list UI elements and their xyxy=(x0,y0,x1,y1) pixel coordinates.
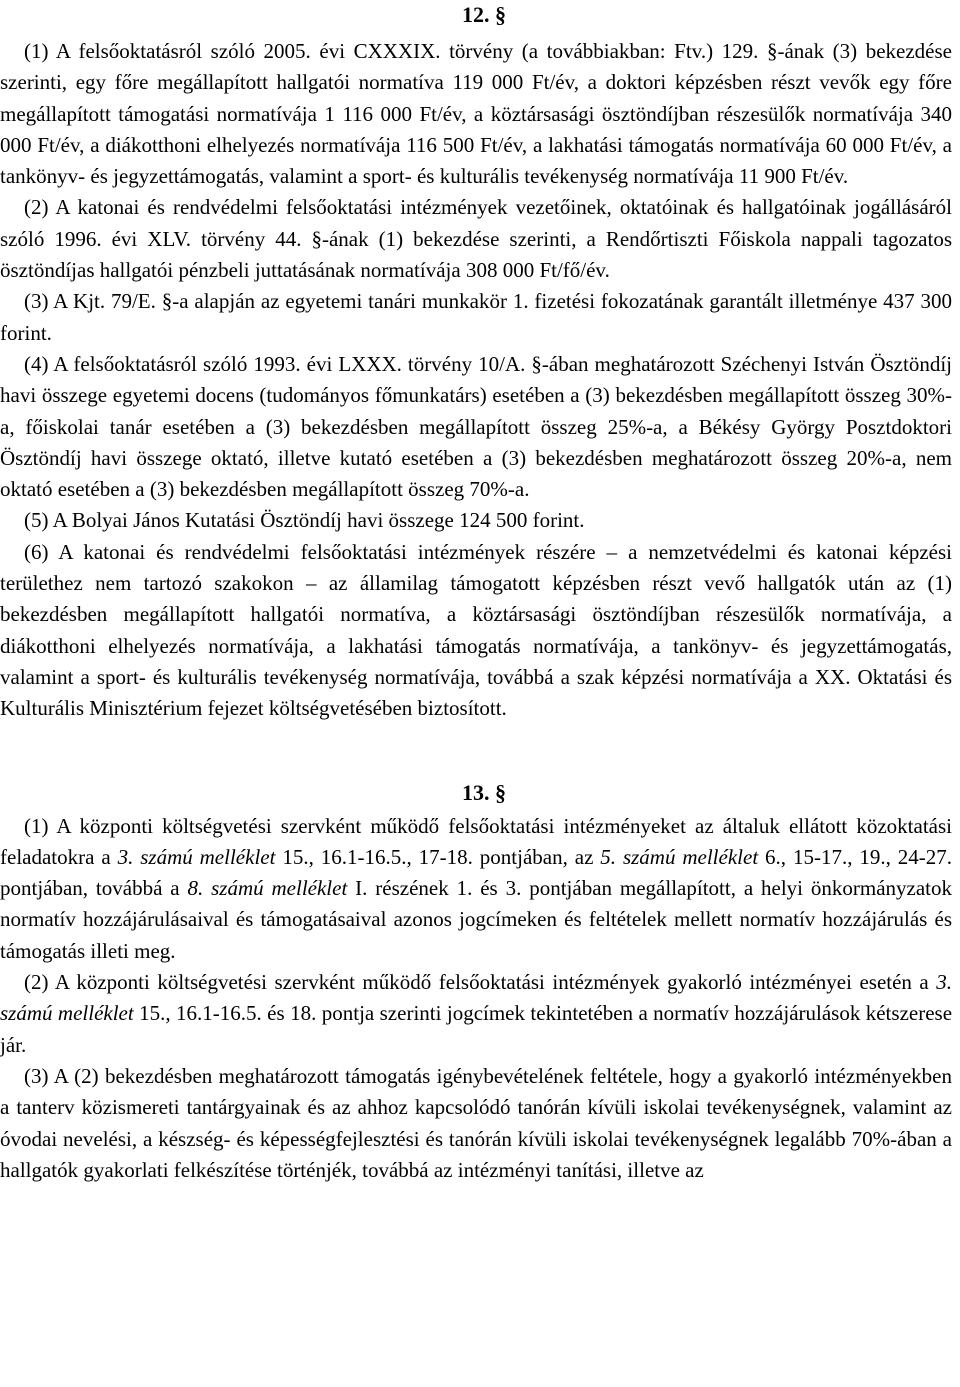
paragraph-13-2 xyxy=(0,967,952,1061)
text-run: (2) A központi költségvetési szervként működő felsőoktatási intézmények gyakorló intézményei esetén a xyxy=(24,970,937,995)
paragraph-12-1: (1) A felsőoktatásról szóló 2005. évi CXXXIX. törvény (a továbbiakban: Ftv.) 129. §-ának (3) bekezdése szerinti, egy főre megállapított hallgatói normatíva 119 000 Ft/év, a doktori képzésben részt vevők egy főre megállapított támogatási normatívája 1 116 000 Ft/év, a köztársasági ösztöndíjban részesülők normatívája 340 000 Ft/év, a diákotthoni elhelyezés normatívája 116 500 Ft/év, a lakhatási támogatás normatívája 60 000 Ft/év, a tankönyv- és jegyzettámogatás, valamint a sport- és kulturális tevékenység normatívája 11 900 Ft/év. xyxy=(0,39,952,189)
text-run: 6., 15-17., 19., 24-27. pontjában, továbbá a xyxy=(0,844,953,901)
text-run: I. részének 1. és 3. pontjában megállapított, a helyi önkormányzatok normatív hozzájárulásaival és támogatásaival azonos jogcímeken és feltételek mellett normatív hozzájárulás és támogatás illeti meg. xyxy=(0,876,953,963)
section-title: 12. § xyxy=(462,2,506,27)
annex-reference: 3. számú melléklet xyxy=(117,844,276,869)
paragraph-12-6: (6) A katonai és rendvédelmi felsőoktatási intézmények részére – a nemzetvédelmi és katonai képzési területhez nem tartozó szakokon – az államilag támogatott képzésben részt vevő hallgatók után az (1) bekezdésben megállapított hallgatói normatíva, a köztársasági ösztöndíjban részesülők normatívája, a diákotthoni elhelyezés normatívája, a lakhatási támogatás normatívája, a tankönyv- és jegyzettámogatás, valamint a sport- és kulturális tevékenység normatívája, továbbá a szak képzési normatívája a XX. Oktatási és Kulturális Minisztérium fejezet költségvetésében biztosított. xyxy=(0,539,952,721)
text-run: (1) A központi költségvetési szervként működő felsőoktatási intézményeket az általuk ellátott közoktatási feladatokra a xyxy=(0,813,952,869)
text-run: 15., 16.1-16.5., 17-18. pontjában, az xyxy=(275,844,601,869)
annex-reference: 5. számú melléklet xyxy=(600,844,759,869)
paragraph-13-1 xyxy=(0,811,952,967)
section-13 xyxy=(0,771,952,1187)
paragraph-12-2: (2) A katonai és rendvédelmi felsőoktatási intézmények vezetőinek, oktatóinak és hallgatóinak jogállásáról szóló 1996. évi XLV. törvény 44. §-ának (1) bekezdése szerinti, a Rendőrtiszti Főiskola nappali tagozatos ösztöndíjas hallgatói pénzbeli juttatásának normatívája 308 000 Ft/fő/év. xyxy=(0,195,952,283)
paragraph-13-3: (3) A (2) bekezdésben meghatározott támogatás igénybevételének feltétele, hogy a gyakorló intézményekben a tanterv közismereti tantárgyainak és az ahhoz kapcsolódó tanórán kívüli iskolai tevékenységnek, valamint az óvodai nevelési, a készség- és képességfejlesztési és tanórán kívüli iskolai tevékenységnek legalább 70%-ában a hallgatók gyakorlati felkészítése történjék, továbbá az intézményi tanítási, illetve az xyxy=(0,1063,952,1182)
paragraph-12-5: (5) A Bolyai János Kutatási Ösztöndíj havi összege 124 500 forint. xyxy=(24,508,585,533)
paragraph-12-3: (3) A Kjt. 79/E. §-a alapján az egyetemi tanári munkakör 1. fizetési fokozatának garantált illetménye 437 300 forint. xyxy=(0,289,952,345)
section-title: 13. § xyxy=(462,779,506,805)
annex-reference: 3. számú melléklet xyxy=(0,970,952,1026)
paragraph-12-4: (4) A felsőoktatásról szóló 1993. évi LXXX. törvény 10/A. §-ában meghatározott Széchenyi István Ösztöndíj havi összege egyetemi docens (tudományos főmunkatárs) esetében a (3) bekezdésben megállapított összeg 30%-a, főiskolai tanár esetében a (3) bekezdésben megállapított összeg 25%-a, a Békésy György Posztdoktori Ösztöndíj havi összege oktató, illetve kutató esetében a (3) bekezdésben meghatározott összeg 20%-a, nem oktató esetében a (3) bekezdésben megállapított összeg 70%-a. xyxy=(0,351,952,502)
text-run: 15., 16.1-16.5. és 18. pontja szerinti jogcímek tekintetében a normatív hozzájárulások kétszerese jár. xyxy=(0,1001,953,1057)
annex-reference: 8. számú melléklet xyxy=(187,876,348,901)
